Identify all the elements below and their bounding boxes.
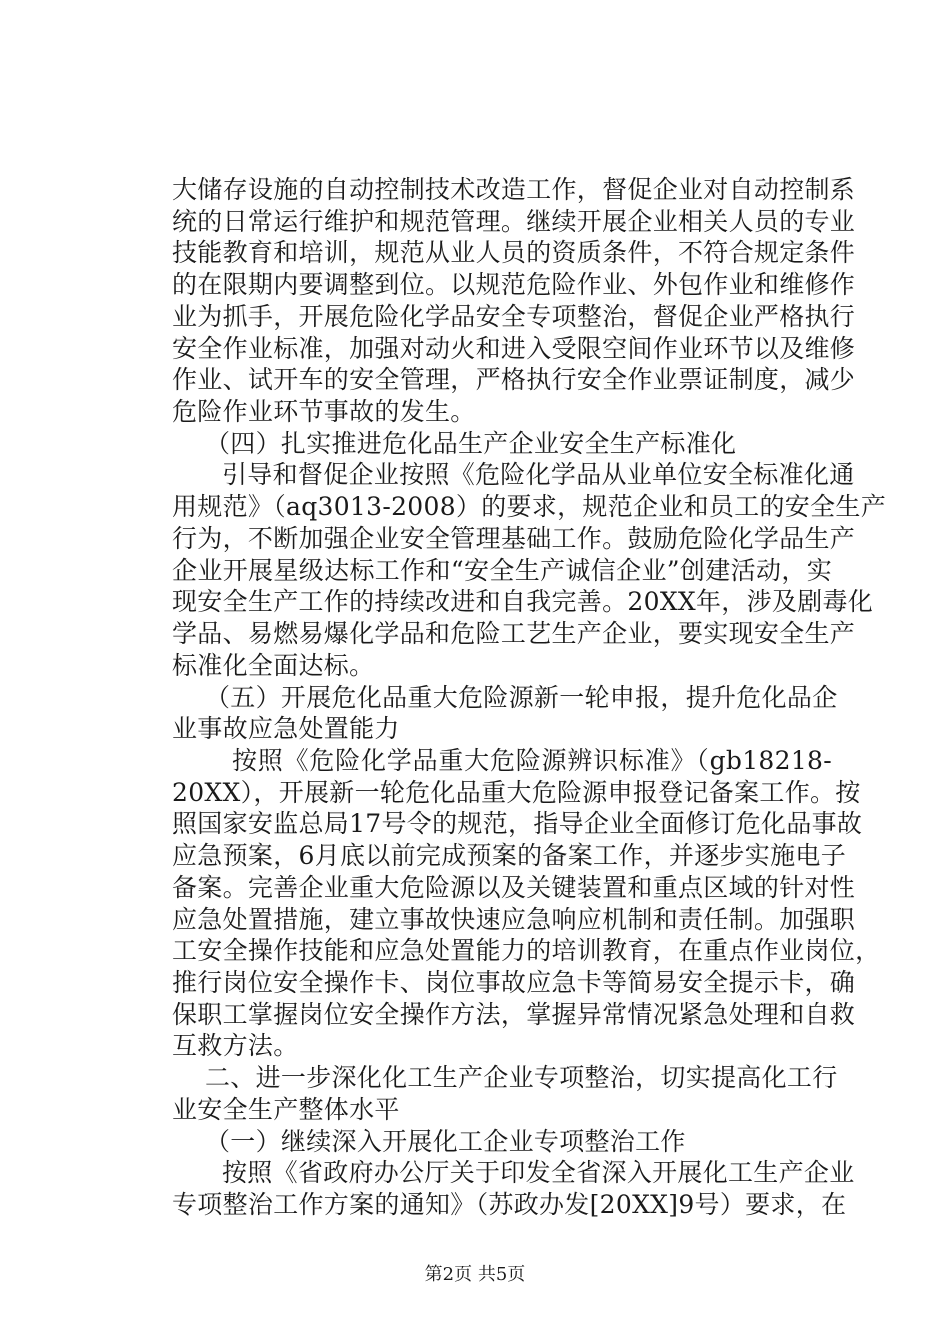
section-heading-continued: 业事故应急处置能力 (172, 714, 400, 743)
text-line: 备案。完善企业重大危险源以及关键装置和重点区域的针对性 (172, 873, 856, 902)
text-line: 企业开展星级达标工作和“安全生产诚信企业”创建活动，实 (172, 556, 832, 585)
text-line: 20XX），开展新一轮危化品重大危险源申报登记备案工作。按 (172, 778, 861, 807)
text-line: 用规范》（aq3013-2008）的要求，规范企业和员工的安全生产 (172, 492, 887, 521)
text-line: 保职工掌握岗位安全操作方法，掌握异常情况紧急处理和自救 (172, 1000, 856, 1029)
text-line: 照国家安监总局17号令的规范，指导企业全面修订危化品事故 (172, 809, 863, 838)
text-line: 应急预案，6月底以前完成预案的备案工作，并逐步实施电子 (172, 841, 847, 870)
text-line: 学品、易燃易爆化学品和危险工艺生产企业，要实现安全生产 (172, 619, 856, 648)
paragraph-first-line: 按照《省政府办公厅关于印发全省深入开展化工生产企业 (222, 1158, 855, 1187)
section-heading: 二、进一步深化化工生产企业专项整治，切实提高化工行 (205, 1063, 838, 1092)
text-line: 标准化全面达标。 (172, 651, 375, 680)
text-line: 专项整治工作方案的通知》（苏政办发[20XX]9号）要求，在 (172, 1190, 847, 1219)
section-heading-continued: 业安全生产整体水平 (172, 1095, 400, 1124)
text-line: 应急处置措施，建立事故快速应急响应机制和责任制。加强职 (172, 905, 856, 934)
text-line: 推行岗位安全操作卡、岗位事故应急卡等简易安全提示卡，确 (172, 968, 856, 997)
text-line: 作业、试开车的安全管理，严格执行安全作业票证制度，减少 (172, 365, 856, 394)
text-line: 业为抓手，开展危险化学品安全专项整治，督促企业严格执行 (172, 302, 856, 331)
text-line: 安全作业标准，加强对动火和进入受限空间作业环节以及维修 (172, 334, 856, 363)
text-line: 现安全生产工作的持续改进和自我完善。20XX年，涉及剧毒化 (172, 587, 874, 616)
text-line: 工安全操作技能和应急处置能力的培训教育，在重点作业岗位， (172, 936, 881, 965)
section-heading: （五）开展危化品重大危险源新一轮申报，提升危化品企 (205, 683, 838, 712)
text-line: 技能教育和培训，规范从业人员的资质条件，不符合规定条件 (172, 238, 856, 267)
text-line: 大储存设施的自动控制技术改造工作，督促企业对自动控制系 (172, 175, 856, 204)
text-line: 危险作业环节事故的发生。 (172, 397, 476, 426)
paragraph-first-line: 按照《危险化学品重大危险源辨识标准》（gb18218- (232, 746, 832, 775)
text-line: 行为，不断加强企业安全管理基础工作。鼓励危险化学品生产 (172, 524, 856, 553)
text-line: 的在限期内要调整到位。以规范危险作业、外包作业和维修作 (172, 270, 856, 299)
text-line: 互救方法。 (172, 1031, 299, 1060)
section-heading: （四）扎实推进危化品生产企业安全生产标准化 (205, 429, 737, 458)
text-line: 统的日常运行维护和规范管理。继续开展企业相关人员的专业 (172, 207, 856, 236)
paragraph-first-line: 引导和督促企业按照《危险化学品从业单位安全标准化通 (222, 460, 855, 489)
section-heading: （一）继续深入开展化工企业专项整治工作 (205, 1127, 686, 1156)
page-number-footer: 第2页 共5页 (424, 1264, 526, 1285)
